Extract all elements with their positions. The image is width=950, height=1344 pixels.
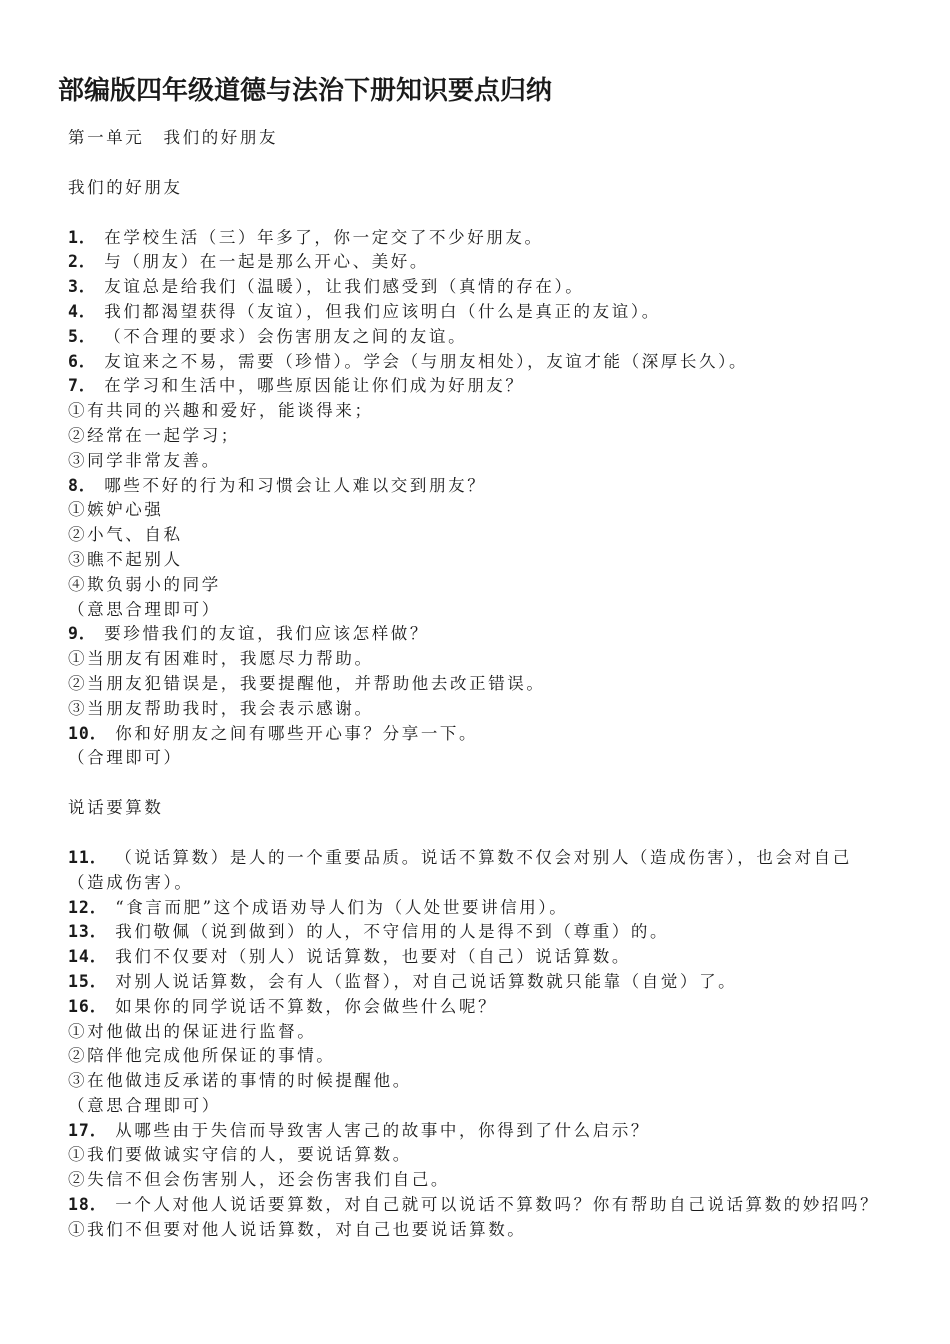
list-item — [68, 1193, 888, 1218]
list-item — [68, 498, 888, 523]
list-item — [68, 424, 888, 449]
item-text: ①有共同的兴趣和爱好，能谈得来； — [68, 401, 374, 421]
item-text: （意思合理即可） — [68, 599, 221, 619]
section-heading: 说话要算数 — [68, 798, 164, 818]
item-text: 友谊来之不易，需要（珍惜）。学会（与朋友相处），友谊才能（深厚长久）。 — [104, 351, 749, 371]
list-item — [68, 1218, 888, 1243]
item-text: ①我们不但要对他人说话算数，对自己也要说话算数。 — [68, 1219, 527, 1239]
list-item — [68, 474, 888, 499]
item-number: 14． — [68, 947, 108, 967]
item-text: 你和好朋友之间有哪些开心事？分享一下。 — [115, 723, 479, 743]
list-item — [68, 746, 888, 771]
item-text: 对别人说话算数，会有人（监督），对自己说话算数就只能靠（自觉）了。 — [115, 971, 738, 991]
list-item — [68, 1020, 888, 1045]
item-text: ③当朋友帮助我时，我会表示感谢。 — [68, 698, 374, 718]
section-friends — [68, 226, 888, 772]
document-body — [68, 126, 888, 1243]
item-text: （不合理的要求）会伤害朋友之间的友谊。 — [104, 326, 468, 346]
list-item — [68, 920, 888, 945]
item-text: 友谊总是给我们（温暖），让我们感受到（真情的存在）。 — [104, 277, 585, 297]
item-text: 我们不仅要对（别人）说话算数，也要对（自己）说话算数。 — [115, 947, 631, 967]
list-item — [68, 722, 888, 747]
list-item — [68, 697, 888, 722]
item-text: ②陪伴他完成他所保证的事情。 — [68, 1046, 336, 1066]
list-item — [68, 548, 888, 573]
list-item — [68, 275, 888, 300]
item-text: ②经常在一起学习； — [68, 425, 240, 445]
list-item — [68, 622, 888, 647]
list-item — [68, 647, 888, 672]
list-item — [68, 573, 888, 598]
item-text: ④欺负弱小的同学 — [68, 574, 221, 594]
item-text: ③同学非常友善。 — [68, 450, 221, 470]
item-number: 15． — [68, 971, 108, 991]
item-number: 16． — [68, 996, 108, 1016]
item-text: （说话算数）是人的一个重要品质。说话不算数不仅会对别人（造成伤害），也会对自己（造成伤害）。 — [68, 847, 852, 892]
list-item — [68, 300, 888, 325]
item-number: 8． — [68, 475, 97, 495]
item-text: 哪些不好的行为和习惯会让人难以交到朋友？ — [104, 475, 487, 495]
list-item — [68, 449, 888, 474]
list-item — [68, 995, 888, 1020]
list-item — [68, 945, 888, 970]
item-number: 2． — [68, 252, 97, 272]
item-number: 12． — [68, 897, 108, 917]
item-number: 4． — [68, 301, 97, 321]
item-number: 10． — [68, 723, 108, 743]
item-number: 17． — [68, 1120, 108, 1140]
list-item — [68, 374, 888, 399]
list-item — [68, 846, 888, 896]
list-item — [68, 672, 888, 697]
item-text: 我们都渴望获得（友谊），但我们应该明白（什么是真正的友谊）。 — [104, 301, 661, 321]
list-item — [68, 970, 888, 995]
item-text: 在学习和生活中，哪些原因能让你们成为好朋友？ — [104, 376, 525, 396]
item-number: 6． — [68, 351, 97, 371]
list-item — [68, 1119, 888, 1144]
list-item — [68, 1168, 888, 1193]
item-number: 13． — [68, 922, 108, 942]
item-text: （合理即可） — [68, 748, 183, 768]
list-item — [68, 598, 888, 623]
item-text: 一个人对他人说话要算数，对自己就可以说话不算数吗？你有帮助自己说话算数的妙招吗？ — [115, 1195, 880, 1215]
item-text: ①我们要做诚实守信的人，要说话算数。 — [68, 1145, 412, 1165]
list-item — [68, 1094, 888, 1119]
section-keep-promise — [68, 846, 888, 1243]
item-number: 1． — [68, 227, 97, 247]
list-item — [68, 1069, 888, 1094]
list-item — [68, 896, 888, 921]
item-text: “食言而肥”这个成语劝导人们为（人处世要讲信用）。 — [115, 897, 569, 917]
item-number: 7． — [68, 376, 97, 396]
document-title: 部编版四年级道德与法治下册知识要点归纳 — [58, 76, 553, 106]
item-text: ①当朋友有困难时，我愿尽力帮助。 — [68, 649, 374, 669]
item-text: ②当朋友犯错误是，我要提醒他，并帮助他去改正错误。 — [68, 673, 546, 693]
item-number: 11． — [68, 847, 108, 867]
item-text: ①嫉妒心强 — [68, 500, 164, 520]
section-heading: 我们的好朋友 — [68, 177, 183, 197]
item-text: 如果你的同学说话不算数，你会做些什么呢？ — [115, 996, 498, 1016]
item-text: 从哪些由于失信而导致害人害己的故事中，你得到了什么启示？ — [115, 1120, 651, 1140]
unit-heading: 第一单元 我们的好朋友 — [68, 128, 279, 147]
item-text: ①对他做出的保证进行监督。 — [68, 1021, 317, 1041]
item-text: ②小气、自私 — [68, 525, 183, 545]
list-item — [68, 250, 888, 275]
item-text: ③在他做违反承诺的事情的时候提醒他。 — [68, 1071, 412, 1091]
item-text: 在学校生活（三）年多了，你一定交了不少好朋友。 — [104, 227, 544, 247]
item-text: （意思合理即可） — [68, 1095, 221, 1115]
item-number: 3． — [68, 277, 97, 297]
item-text: 我们敬佩（说到做到）的人，不守信用的人是得不到（尊重）的。 — [115, 922, 670, 942]
item-text: 要珍惜我们的友谊，我们应该怎样做？ — [104, 624, 429, 644]
list-item — [68, 1044, 888, 1069]
item-number: 18． — [68, 1195, 108, 1215]
item-text: 与（朋友）在一起是那么开心、美好。 — [104, 252, 429, 272]
list-item — [68, 325, 888, 350]
list-item — [68, 399, 888, 424]
item-text: ③瞧不起别人 — [68, 549, 183, 569]
item-text: ②失信不但会伤害别人，还会伤害我们自己。 — [68, 1170, 450, 1190]
list-item — [68, 1143, 888, 1168]
list-item — [68, 523, 888, 548]
item-number: 5． — [68, 326, 97, 346]
list-item — [68, 350, 888, 375]
list-item — [68, 226, 888, 251]
item-number: 9． — [68, 624, 97, 644]
